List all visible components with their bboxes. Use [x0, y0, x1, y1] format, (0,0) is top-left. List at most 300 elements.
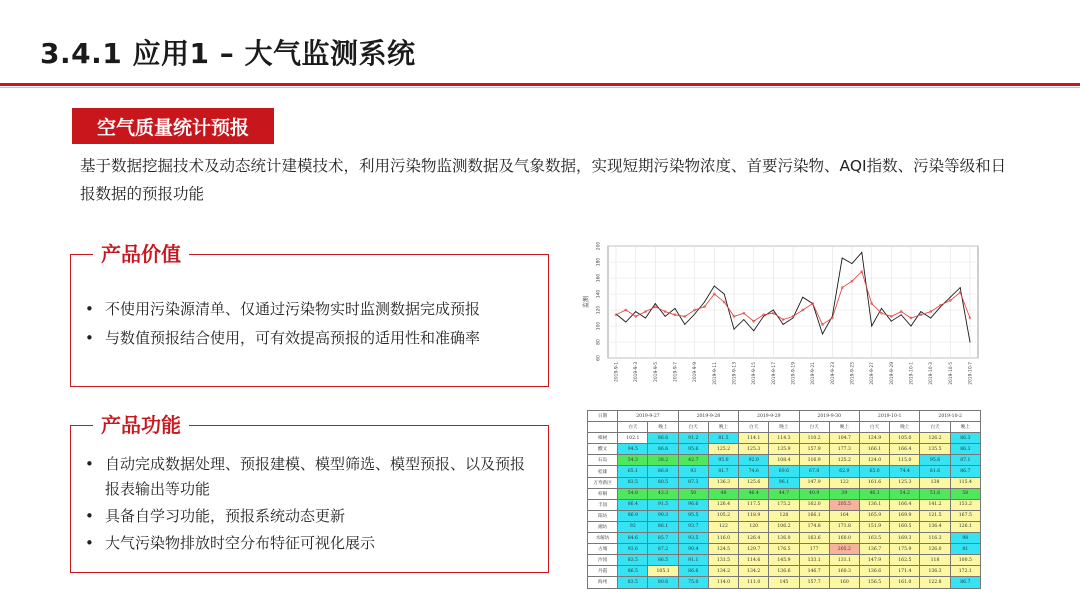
table-value-cell: 124.0 [859, 455, 889, 466]
bullet-icon: • [85, 300, 94, 318]
table-value-cell: 67.0 [799, 466, 829, 477]
table-subheader-cell: 晚上 [708, 422, 738, 433]
table-value-cell: 92 [618, 521, 648, 532]
table-station-cell: 海州 [588, 577, 618, 588]
table-value-cell: 86.3 [950, 433, 980, 444]
table-value-cell: 167.5 [950, 510, 980, 521]
table-value-cell: 93.5 [678, 533, 708, 544]
table-value-cell: 138 [920, 477, 950, 488]
chart-point-observed [802, 297, 803, 298]
table-value-cell: 86.5 [618, 566, 648, 577]
table-value-cell: 162.0 [799, 499, 829, 510]
chart-point-observed [753, 330, 754, 331]
table-row [588, 555, 981, 566]
table-station-cell: 水解坊 [588, 533, 618, 544]
list-item [79, 297, 539, 322]
chart-x-tick-label: 2019-9-29 [889, 362, 895, 385]
chart-x-tick-label: 2019-9-27 [870, 362, 876, 385]
table-value-cell: 96.6 [678, 499, 708, 510]
table-subheader-cell: 晚上 [890, 422, 920, 433]
table-value-cell: 94.5 [618, 444, 648, 455]
table-value-cell: 80.6 [648, 577, 678, 588]
table-value-cell: 126.4 [739, 533, 769, 544]
product-value-list [79, 297, 539, 355]
chart-y-tick-label: 140 [596, 289, 602, 299]
table-value-cell: 86.6 [648, 433, 678, 444]
table-value-cell: 105.2 [708, 510, 738, 521]
table-date-header: 2019-9-27 [618, 411, 678, 422]
table-value-cell: 95.5 [678, 510, 708, 521]
table-value-cell: 83.5 [618, 555, 648, 566]
table-value-cell: 136.6 [769, 566, 799, 577]
table-value-cell: 169.9 [890, 510, 920, 521]
chart-point-observed [861, 252, 862, 253]
chart-x-tick-label: 2019-9-7 [673, 362, 679, 382]
chart-point-observed [724, 294, 725, 295]
chart-x-tick-label: 2019-9-5 [653, 362, 659, 382]
table-value-cell: 95.6 [920, 455, 950, 466]
table-value-cell: 85.7 [648, 533, 678, 544]
table-value-cell: 54.3 [618, 455, 648, 466]
table-value-cell: 135.5 [920, 444, 950, 455]
table-value-cell: 122 [708, 521, 738, 532]
table-subheader-cell: 白天 [799, 422, 829, 433]
table-value-cell: 48 [708, 488, 738, 499]
table-date-header: 2019-10-1 [859, 411, 919, 422]
table-value-cell: 136.6 [859, 566, 889, 577]
chart-x-tick-label: 2019-9-17 [771, 362, 777, 385]
bullet-icon: • [85, 534, 94, 552]
table-value-cell: 172.1 [950, 566, 980, 577]
table-value-cell: 165.9 [859, 510, 889, 521]
table-value-cell: 87.3 [678, 477, 708, 488]
table-value-cell: 50 [678, 488, 708, 499]
table-value-cell: 65.0 [859, 466, 889, 477]
table-row [588, 521, 981, 532]
chart-y-tick-label: 80 [596, 339, 602, 345]
table-value-cell: 162.5 [890, 555, 920, 566]
table-value-cell: 91.2 [678, 433, 708, 444]
table-corner-cell [588, 422, 618, 433]
table-value-cell: 86.1 [648, 521, 678, 532]
table-value-cell: 125.2 [708, 444, 738, 455]
chart-x-tick-label: 2019-10-7 [968, 362, 974, 385]
table-value-cell: 46.1 [859, 488, 889, 499]
table-row [588, 455, 981, 466]
table-value-cell: 92.0 [739, 455, 769, 466]
table-subheader-cell: 白天 [678, 422, 708, 433]
list-item [79, 531, 539, 556]
table-value-cell: 125.3 [890, 477, 920, 488]
chart-x-tick-label: 2019-9-23 [830, 362, 836, 385]
chart-x-tick-label: 2019-9-9 [693, 362, 699, 382]
chart-point-observed [773, 310, 774, 311]
table-value-cell: 128 [769, 510, 799, 521]
table-value-cell: 93 [678, 466, 708, 477]
table-value-cell: 160 [829, 577, 859, 588]
table-value-cell: 115.0 [890, 455, 920, 466]
table-value-cell: 161.0 [890, 577, 920, 588]
table-value-cell: 95.0 [708, 455, 738, 466]
table-value-cell: 160.5 [890, 521, 920, 532]
chart-x-tick-label: 2019-9-3 [634, 362, 640, 382]
table-value-cell: 116.3 [920, 533, 950, 544]
table-station-cell: 丹霞 [588, 566, 618, 577]
chart-point-observed [881, 308, 882, 309]
table-value-cell: 134.2 [739, 566, 769, 577]
table-value-cell: 108.4 [769, 455, 799, 466]
table-value-cell: 145 [769, 577, 799, 588]
table-value-cell: 126.0 [920, 544, 950, 555]
table-value-cell: 134.2 [708, 566, 738, 577]
table-value-cell: 39 [829, 488, 859, 499]
chart-point-observed [783, 324, 784, 325]
chart-x-tick-label: 2019-9-13 [732, 362, 738, 385]
chart-x-tick-label: 2019-9-25 [850, 362, 856, 385]
chart-y-tick-label: 60 [596, 355, 602, 361]
chart-point-observed [960, 287, 961, 288]
forecast-line-chart [580, 240, 982, 392]
table-date-header: 2019-10-2 [920, 411, 981, 422]
chart-point-observed [852, 263, 853, 264]
table-subheader-cell: 晚上 [648, 422, 678, 433]
table-value-cell: 114.1 [739, 433, 769, 444]
title-divider [0, 83, 1080, 86]
table-value-cell: 81.7 [708, 466, 738, 477]
table-value-cell: 91.5 [648, 499, 678, 510]
chart-x-tick-label: 2019-9-1 [614, 362, 620, 382]
table-value-cell: 105.1 [648, 566, 678, 577]
table-value-cell: 86.4 [618, 499, 648, 510]
table-value-cell: 129.7 [739, 544, 769, 555]
table-value-cell: 205.2 [829, 544, 859, 555]
table-station-cell: 沙园 [588, 555, 618, 566]
table-value-cell: 86.5 [648, 555, 678, 566]
table-row [588, 533, 981, 544]
table-value-cell: 86.6 [648, 444, 678, 455]
slide-title: 3.4.1 应用1 – 大气监测系统 [40, 37, 416, 70]
table-value-cell: 58 [950, 488, 980, 499]
list-item-text: 不使用污染源清单、仅通过污染物实时监测数据完成预报 [105, 300, 481, 318]
table-value-cell: 131.1 [829, 555, 859, 566]
chart-point-observed [891, 321, 892, 322]
table-station-cell: 阳坊 [588, 510, 618, 521]
table-value-cell: 122.8 [920, 577, 950, 588]
table-value-cell: 65.1 [618, 466, 648, 477]
table-subheader-cell: 晚上 [950, 422, 980, 433]
table-value-cell: 93.7 [678, 521, 708, 532]
chart-point-observed [950, 297, 951, 298]
table-value-cell: 83.5 [618, 577, 648, 588]
product-function-list [79, 452, 539, 558]
table-value-cell: 104.7 [829, 433, 859, 444]
table-value-cell: 42.7 [678, 455, 708, 466]
table-value-cell: 84.6 [618, 533, 648, 544]
table-station-cell: 湘坊 [588, 521, 618, 532]
table-value-cell: 166.4 [890, 499, 920, 510]
chart-point-observed [842, 258, 843, 259]
table-row [588, 499, 981, 510]
table-subheader-cell: 白天 [618, 422, 648, 433]
table-value-cell: 46.4 [739, 488, 769, 499]
table-row [588, 510, 981, 521]
table-row [588, 477, 981, 488]
table-value-cell: 81.6 [920, 466, 950, 477]
table-value-cell: 106.2 [769, 521, 799, 532]
table-value-cell: 51.6 [920, 488, 950, 499]
forecast-table-grid [587, 410, 981, 589]
table-value-cell: 96.1 [769, 477, 799, 488]
table-value-cell: 86.9 [618, 510, 648, 521]
table-value-cell: 87.1 [950, 455, 980, 466]
chart-y-axis-label: 监测 [583, 295, 590, 309]
table-value-cell: 166.1 [799, 510, 829, 521]
table-row [588, 433, 981, 444]
table-value-cell: 86.7 [950, 466, 980, 477]
table-corner-cell: 日期 [588, 411, 618, 422]
table-value-cell: 133.1 [799, 555, 829, 566]
chart-point-observed [970, 342, 971, 343]
table-value-cell: 147.9 [859, 555, 889, 566]
table-value-cell: 145.9 [769, 555, 799, 566]
table-value-cell: 161.6 [859, 477, 889, 488]
chart-point-observed [743, 319, 744, 320]
table-value-cell: 118 [920, 555, 950, 566]
table-value-cell: 87.2 [648, 544, 678, 555]
table-subheader-cell: 白天 [739, 422, 769, 433]
table-value-cell: 81 [950, 544, 980, 555]
product-function-title: 产品功能 [93, 409, 189, 438]
table-value-cell: 171.8 [829, 521, 859, 532]
chart-point-observed [675, 308, 676, 309]
table-value-cell: 115.4 [950, 477, 980, 488]
table-value-cell: 124.9 [859, 433, 889, 444]
chart-point-observed [645, 318, 646, 319]
table-station-cell: 樟树 [588, 433, 618, 444]
table-value-cell: 54.8 [618, 488, 648, 499]
table-value-cell: 131.5 [708, 555, 738, 566]
table-value-cell: 98 [950, 533, 980, 544]
table-value-cell: 126.4 [708, 499, 738, 510]
list-item [79, 504, 539, 529]
table-value-cell: 43.3 [648, 488, 678, 499]
chart-x-tick-label: 2019-9-21 [811, 362, 817, 385]
table-subheader-cell: 白天 [859, 422, 889, 433]
chart-y-tick-label: 160 [596, 273, 602, 283]
table-value-cell: 164 [829, 510, 859, 521]
table-row [588, 444, 981, 455]
table-value-cell: 110.2 [799, 433, 829, 444]
table-value-cell: 124.5 [708, 544, 738, 555]
table-value-cell: 40.9 [799, 488, 829, 499]
table-value-cell: 75.0 [678, 577, 708, 588]
list-item-text: 与数值预报结合使用，可有效提高预报的适用性和准确率 [105, 329, 481, 347]
list-item-text: 具备自学习功能，预报系统动态更新 [105, 507, 346, 525]
table-value-cell: 146.7 [799, 566, 829, 577]
table-value-cell: 86.8 [648, 466, 678, 477]
table-value-cell: 153.2 [950, 499, 980, 510]
chart-point-observed [635, 311, 636, 312]
table-station-cell: 醴文 [588, 444, 618, 455]
table-value-cell: 116.9 [799, 455, 829, 466]
table-value-cell: 136.1 [859, 499, 889, 510]
table-value-cell: 69.6 [769, 466, 799, 477]
table-value-cell: 136.7 [859, 544, 889, 555]
chart-point-observed [901, 314, 902, 315]
table-value-cell: 126.1 [950, 521, 980, 532]
product-value-card [70, 242, 549, 387]
table-station-cell: 石岛 [588, 455, 618, 466]
table-value-cell: 117.5 [739, 499, 769, 510]
chart-x-tick-label: 2019-9-11 [712, 362, 718, 385]
table-header-row [588, 411, 981, 422]
forecast-table [587, 410, 981, 586]
chart-y-tick-label: 120 [596, 305, 602, 315]
table-value-cell: 62.9 [829, 466, 859, 477]
table-value-cell: 174.8 [799, 521, 829, 532]
table-value-cell: 125.6 [739, 477, 769, 488]
table-station-cell: 古城 [588, 544, 618, 555]
table-value-cell: 44.7 [769, 488, 799, 499]
table-subheader-row [588, 422, 981, 433]
table-value-cell: 86.3 [950, 444, 980, 455]
chart-x-tick-label: 2019-9-19 [791, 362, 797, 385]
table-value-cell: 136.0 [769, 533, 799, 544]
table-value-cell: 86.6 [678, 566, 708, 577]
table-value-cell: 125.3 [739, 444, 769, 455]
table-value-cell: 90.3 [648, 510, 678, 521]
chart-x-tick-label: 2019-10-3 [929, 362, 935, 385]
table-value-cell: 74.6 [739, 466, 769, 477]
table-value-cell: 91.1 [678, 555, 708, 566]
table-station-cell: 万寿新区 [588, 477, 618, 488]
table-value-cell: 166.4 [890, 444, 920, 455]
chart-point-observed [930, 318, 931, 319]
table-value-cell: 177 [799, 544, 829, 555]
table-row [588, 566, 981, 577]
table-value-cell: 166.1 [859, 444, 889, 455]
table-value-cell: 114.6 [739, 555, 769, 566]
table-station-cell: 梓桐 [588, 488, 618, 499]
chart-point-observed [704, 302, 705, 303]
table-value-cell: 122 [829, 477, 859, 488]
table-station-cell: 桂雄 [588, 466, 618, 477]
table-value-cell: 118.9 [739, 510, 769, 521]
chart-y-tick-label: 100 [596, 321, 602, 331]
bullet-icon: • [85, 329, 94, 347]
table-value-cell: 157.9 [799, 444, 829, 455]
list-item-text: 自动完成数据处理、预报建模、模型筛选、模型预报、以及预报报表输出等功能 [105, 455, 526, 498]
table-value-cell: 114.3 [769, 433, 799, 444]
table-value-cell: 121.5 [920, 510, 950, 521]
table-value-cell: 100.5 [950, 555, 980, 566]
table-value-cell: 169.3 [890, 533, 920, 544]
table-value-cell: 205.5 [829, 499, 859, 510]
table-value-cell: 136.4 [920, 521, 950, 532]
table-value-cell: 105.0 [890, 433, 920, 444]
table-subheader-cell: 晚上 [769, 422, 799, 433]
table-value-cell: 95.6 [678, 444, 708, 455]
product-value-title: 产品价值 [93, 238, 189, 267]
table-row [588, 466, 981, 477]
table-value-cell: 102.1 [618, 433, 648, 444]
table-value-cell: 171.4 [890, 566, 920, 577]
bullet-icon: • [85, 455, 94, 473]
bullet-icon: • [85, 507, 94, 525]
table-value-cell: 157.7 [799, 577, 829, 588]
product-function-card [70, 413, 549, 573]
table-value-cell: 163.6 [799, 533, 829, 544]
chart-point-observed [734, 329, 735, 330]
table-value-cell: 136.3 [708, 477, 738, 488]
table-value-cell: 38.2 [648, 455, 678, 466]
table-value-cell: 116.0 [708, 533, 738, 544]
table-row [588, 544, 981, 555]
section-badge: 空气质量统计预报 [72, 108, 274, 144]
table-date-header: 2019-9-30 [799, 411, 859, 422]
table-value-cell: 176.5 [769, 544, 799, 555]
chart-point-observed [714, 286, 715, 287]
table-row [588, 577, 981, 588]
chart-x-tick-label: 2019-10-1 [909, 362, 915, 385]
table-subheader-cell: 晚上 [829, 422, 859, 433]
table-value-cell: 135.9 [769, 444, 799, 455]
chart-point-observed [684, 324, 685, 325]
chart-y-tick-label: 180 [596, 257, 602, 267]
table-value-cell: 54.2 [890, 488, 920, 499]
table-value-cell: 93.6 [618, 544, 648, 555]
intro-paragraph: 基于数据挖掘技术及动态统计建模技术，利用污染物监测数据及气象数据，实现短期污染物浓度、首要污染物、AQI指数、污染等级和日报数据的预报功能 [80, 157, 1007, 203]
table-value-cell: 151.9 [859, 521, 889, 532]
chart-point-observed [920, 311, 921, 312]
table-value-cell: 74.4 [890, 466, 920, 477]
table-value-cell: 111.0 [739, 577, 769, 588]
forecast-chart-svg [580, 240, 982, 392]
chart-point-observed [911, 326, 912, 327]
table-value-cell: 141.2 [920, 499, 950, 510]
table-value-cell: 120 [739, 521, 769, 532]
table-value-cell: 125.2 [829, 455, 859, 466]
table-station-cell: 丰园 [588, 499, 618, 510]
table-value-cell: 90.4 [678, 544, 708, 555]
chart-point-observed [625, 322, 626, 323]
table-date-header: 2019-9-29 [739, 411, 799, 422]
table-value-cell: 160.3 [829, 566, 859, 577]
table-value-cell: 114.0 [708, 577, 738, 588]
list-item-text: 大气污染物排放时空分布特征可视化展示 [105, 534, 376, 552]
table-row [588, 488, 981, 499]
table-value-cell: 175.9 [890, 544, 920, 555]
table-value-cell: 86.7 [950, 577, 980, 588]
table-subheader-cell: 白天 [920, 422, 950, 433]
chart-x-tick-label: 2019-9-15 [752, 362, 758, 385]
list-item [79, 326, 539, 351]
title-divider-thin [0, 87, 1080, 88]
list-item [79, 452, 539, 502]
chart-point-observed [655, 303, 656, 304]
table-value-cell: 147.9 [799, 477, 829, 488]
table-value-cell: 163.5 [859, 533, 889, 544]
chart-x-tick-label: 2019-10-5 [948, 362, 954, 385]
table-value-cell: 81.5 [708, 433, 738, 444]
chart-point-observed [822, 334, 823, 335]
chart-point-observed [871, 326, 872, 327]
table-value-cell: 80.5 [648, 477, 678, 488]
table-value-cell: 160.0 [829, 533, 859, 544]
chart-point-observed [665, 316, 666, 317]
chart-y-tick-label: 200 [596, 241, 602, 251]
chart-point-observed [694, 314, 695, 315]
